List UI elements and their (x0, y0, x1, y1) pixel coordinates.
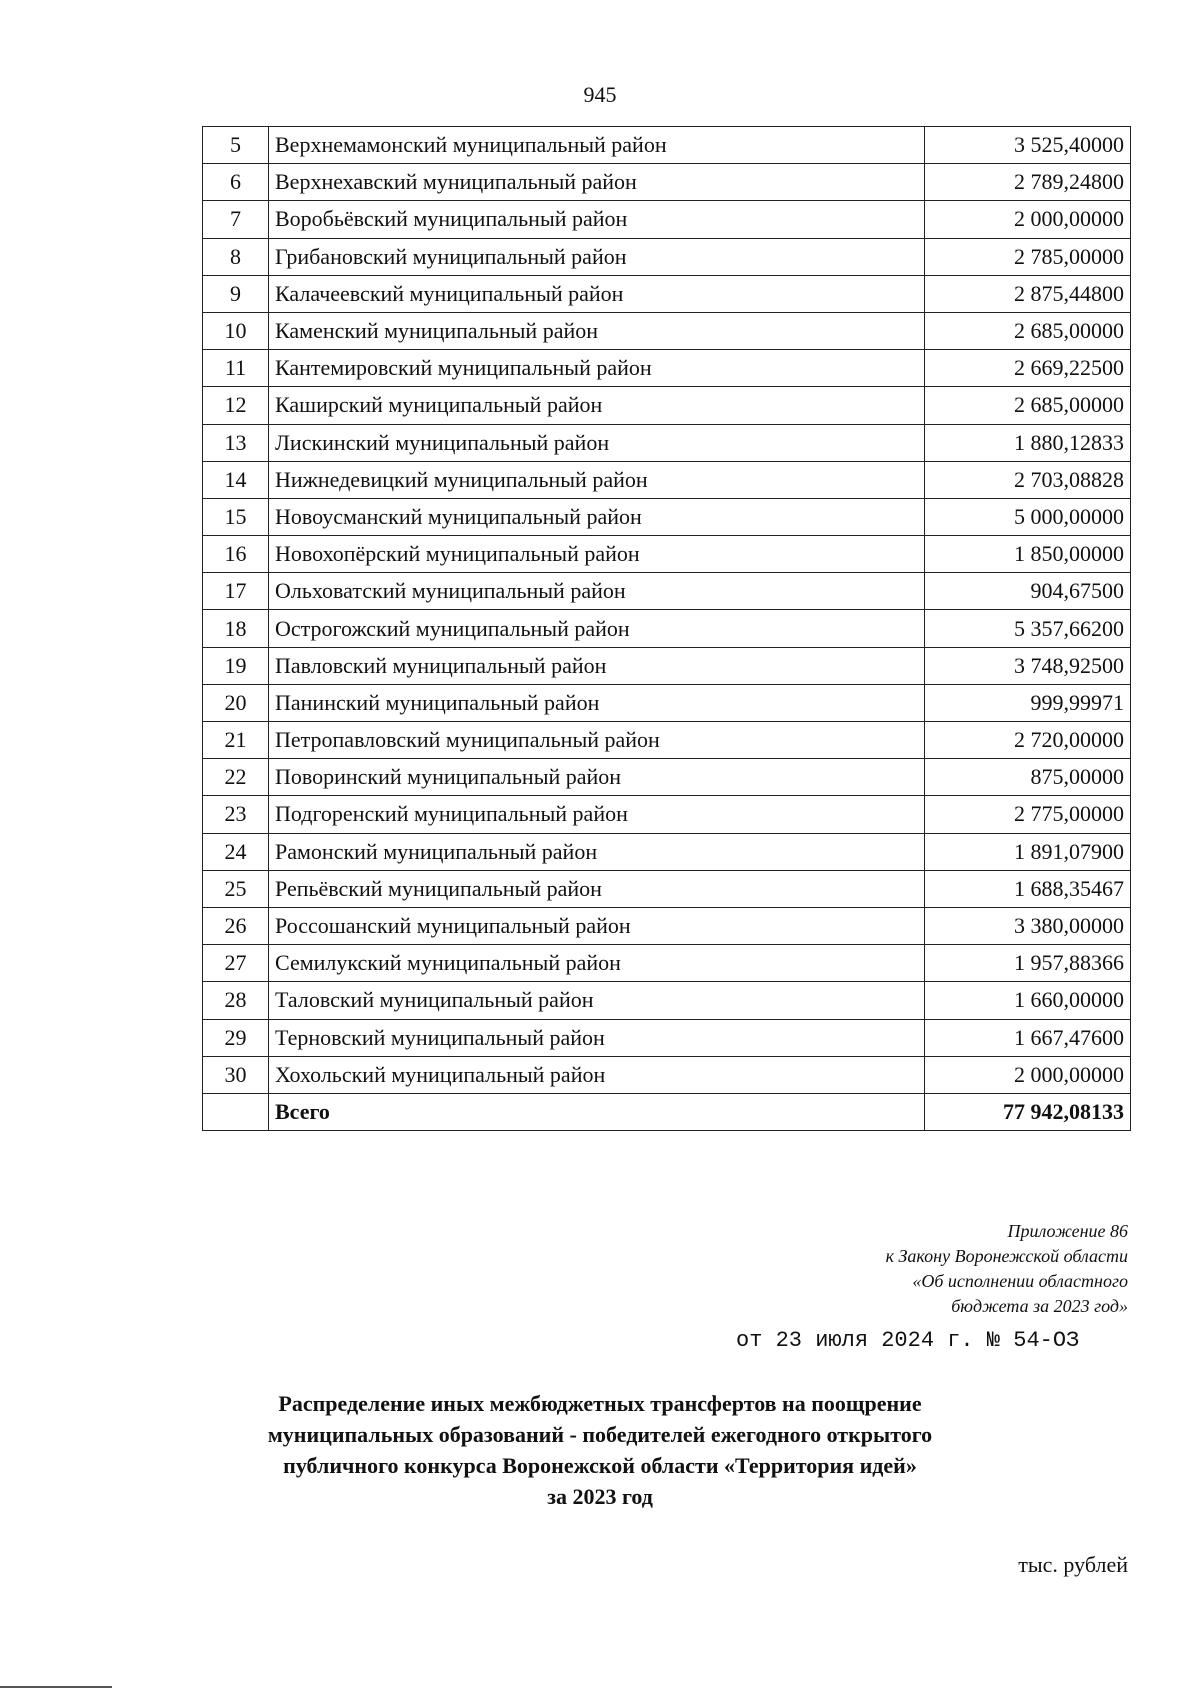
table-row (203, 945, 1131, 982)
district-name-cell: Репьёвский муниципальный район (269, 870, 925, 907)
table-row (203, 796, 1131, 833)
table-row (203, 127, 1131, 164)
table-row (203, 684, 1131, 721)
district-name-cell: Воробьёвский муниципальный район (269, 201, 925, 238)
row-number-cell: 10 (203, 312, 269, 349)
table-row (203, 312, 1131, 349)
table-row (203, 870, 1131, 907)
row-number-cell: 26 (203, 907, 269, 944)
annex-date: от 23 июля 2024 г. № 54-ОЗ (736, 1328, 1080, 1353)
total-amount-cell: 77 942,08133 (925, 1093, 1131, 1130)
amount-cell: 2 000,00000 (925, 1056, 1131, 1093)
district-name-cell: Петропавловский муниципальный район (269, 722, 925, 759)
district-name-cell: Верхнехавский муниципальный район (269, 164, 925, 201)
district-name-cell: Каменский муниципальный район (269, 312, 925, 349)
amount-cell: 904,67500 (925, 573, 1131, 610)
annex-block (528, 1219, 1128, 1319)
district-name-cell: Подгоренский муниципальный район (269, 796, 925, 833)
amount-cell: 5 000,00000 (925, 498, 1131, 535)
table-row (203, 833, 1131, 870)
amount-cell: 1 667,47600 (925, 1019, 1131, 1056)
amount-cell: 2 000,00000 (925, 201, 1131, 238)
table-row (203, 610, 1131, 647)
title-line: публичного конкурса Воронежской области «Территория идей» (283, 1453, 917, 1478)
amount-cell: 3 380,00000 (925, 907, 1131, 944)
district-name-cell: Калачеевский муниципальный район (269, 275, 925, 312)
amount-cell: 1 880,12833 (925, 424, 1131, 461)
row-number-cell: 9 (203, 275, 269, 312)
row-number-cell: 15 (203, 498, 269, 535)
row-number-cell: 23 (203, 796, 269, 833)
district-name-cell: Терновский муниципальный район (269, 1019, 925, 1056)
row-number-cell: 7 (203, 201, 269, 238)
district-name-cell: Рамонский муниципальный район (269, 833, 925, 870)
amount-cell: 2 720,00000 (925, 722, 1131, 759)
amount-cell: 875,00000 (925, 759, 1131, 796)
document-title (160, 1388, 1040, 1512)
district-name-cell: Ольховатский муниципальный район (269, 573, 925, 610)
table-row (203, 759, 1131, 796)
scan-edge-line (0, 1686, 112, 1688)
row-number-cell: 21 (203, 722, 269, 759)
district-name-cell: Новоусманский муниципальный район (269, 498, 925, 535)
district-name-cell: Хохольский муниципальный район (269, 1056, 925, 1093)
annex-line: к Закону Воронежской области (885, 1246, 1128, 1266)
table-row (203, 350, 1131, 387)
row-number-cell: 22 (203, 759, 269, 796)
row-number-cell: 27 (203, 945, 269, 982)
amount-cell: 5 357,66200 (925, 610, 1131, 647)
amount-cell: 3 748,92500 (925, 647, 1131, 684)
row-number-cell: 19 (203, 647, 269, 684)
amount-cell: 3 525,40000 (925, 127, 1131, 164)
annex-line: Приложение 86 (1007, 1221, 1128, 1241)
title-line: муниципальных образований - победителей ежегодного открытого (267, 1422, 933, 1447)
table-row (203, 498, 1131, 535)
district-name-cell: Россошанский муниципальный район (269, 907, 925, 944)
amount-cell: 1 688,35467 (925, 870, 1131, 907)
row-number-cell: 5 (203, 127, 269, 164)
table-row (203, 238, 1131, 275)
title-line: Распределение иных межбюджетных трансфертов на поощрение (278, 1391, 922, 1416)
table-row (203, 164, 1131, 201)
amount-cell: 2 685,00000 (925, 387, 1131, 424)
table-row (203, 647, 1131, 684)
row-number-cell: 25 (203, 870, 269, 907)
district-name-cell: Павловский муниципальный район (269, 647, 925, 684)
row-number-cell: 20 (203, 684, 269, 721)
district-name-cell: Новохопёрский муниципальный район (269, 536, 925, 573)
amount-cell: 2 669,22500 (925, 350, 1131, 387)
district-name-cell: Нижнедевицкий муниципальный район (269, 461, 925, 498)
amount-cell: 1 850,00000 (925, 536, 1131, 573)
table-row (203, 982, 1131, 1019)
table-row (203, 201, 1131, 238)
district-name-cell: Каширский муниципальный район (269, 387, 925, 424)
table-row (203, 1019, 1131, 1056)
total-row (203, 1093, 1131, 1130)
amount-cell: 1 957,88366 (925, 945, 1131, 982)
row-number-cell: 13 (203, 424, 269, 461)
table-body (203, 127, 1131, 1131)
table-row (203, 907, 1131, 944)
district-name-cell: Поворинский муниципальный район (269, 759, 925, 796)
district-name-cell: Кантемировский муниципальный район (269, 350, 925, 387)
row-number-cell: 8 (203, 238, 269, 275)
row-number-cell: 16 (203, 536, 269, 573)
row-number-cell: 11 (203, 350, 269, 387)
row-number-cell: 29 (203, 1019, 269, 1056)
district-name-cell: Острогожский муниципальный район (269, 610, 925, 647)
annex-line: бюджета за 2023 год» (951, 1296, 1128, 1316)
table-row (203, 387, 1131, 424)
table-row (203, 424, 1131, 461)
amount-cell: 2 703,08828 (925, 461, 1131, 498)
amount-cell: 2 685,00000 (925, 312, 1131, 349)
total-empty-cell (203, 1093, 269, 1130)
district-name-cell: Верхнемамонский муниципальный район (269, 127, 925, 164)
amount-cell: 2 875,44800 (925, 275, 1131, 312)
amount-cell: 999,99971 (925, 684, 1131, 721)
amount-cell: 1 891,07900 (925, 833, 1131, 870)
table-row (203, 275, 1131, 312)
page-number: 945 (583, 82, 617, 107)
row-number-cell: 14 (203, 461, 269, 498)
row-number-cell: 17 (203, 573, 269, 610)
row-number-cell: 30 (203, 1056, 269, 1093)
amount-cell: 2 785,00000 (925, 238, 1131, 275)
table-row (203, 1056, 1131, 1093)
row-number-cell: 12 (203, 387, 269, 424)
row-number-cell: 18 (203, 610, 269, 647)
table-row (203, 573, 1131, 610)
district-name-cell: Грибановский муниципальный район (269, 238, 925, 275)
district-name-cell: Панинский муниципальный район (269, 684, 925, 721)
table-row (203, 536, 1131, 573)
district-name-cell: Таловский муниципальный район (269, 982, 925, 1019)
title-line: за 2023 год (547, 1484, 653, 1509)
row-number-cell: 24 (203, 833, 269, 870)
annex-line: «Об исполнении областного (912, 1271, 1128, 1291)
row-number-cell: 6 (203, 164, 269, 201)
units-label: тыс. рублей (1018, 1552, 1128, 1577)
budget-table (202, 126, 1131, 1131)
amount-cell: 2 789,24800 (925, 164, 1131, 201)
total-label-cell: Всего (269, 1093, 925, 1130)
row-number-cell: 28 (203, 982, 269, 1019)
district-name-cell: Семилукский муниципальный район (269, 945, 925, 982)
amount-cell: 2 775,00000 (925, 796, 1131, 833)
amount-cell: 1 660,00000 (925, 982, 1131, 1019)
table-row (203, 461, 1131, 498)
district-name-cell: Лискинский муниципальный район (269, 424, 925, 461)
table-row (203, 722, 1131, 759)
